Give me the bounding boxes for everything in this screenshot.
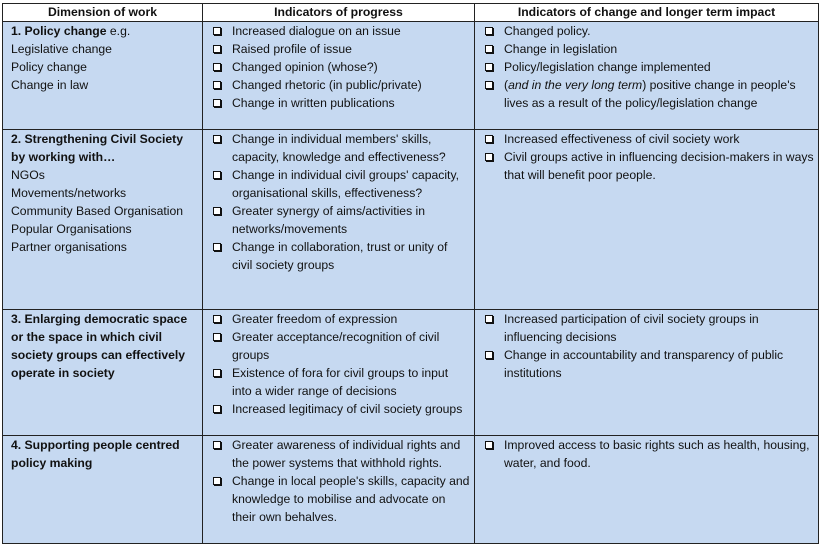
- progress-cell: [203, 22, 475, 130]
- dimension-title: 3. Enlarging democratic space or the space in which civil society groups can effectively operate in society: [11, 312, 188, 380]
- list-item-text: Policy/legislation change implemented: [504, 60, 711, 74]
- dimension-subitem: Movements/networks: [11, 186, 127, 200]
- list-item-text: Increased participation of civil society groups in influencing decisions: [504, 312, 759, 344]
- list-item-text: Change in individual civil groups' capacity, organisational skills, effectiveness?: [232, 168, 460, 200]
- impact-cell: [475, 436, 819, 544]
- checkbox-bullet-icon: [485, 441, 493, 449]
- list-item: [483, 436, 814, 472]
- table-row: [3, 436, 819, 544]
- checkbox-bullet-icon: [485, 315, 493, 323]
- list-item-text: Change in individual members' skills, capacity, knowledge and effectiveness?: [232, 132, 446, 164]
- dimension-title-line: [11, 22, 198, 40]
- header-progress: Indicators of progress: [203, 4, 475, 22]
- list-item: [211, 130, 470, 166]
- list-item-text: Increased effectiveness of civil society work: [504, 132, 740, 146]
- impact-list: [483, 22, 814, 112]
- dimension-subitem: Change in law: [11, 78, 89, 92]
- progress-list: [211, 436, 470, 526]
- list-item: [211, 40, 470, 58]
- progress-cell: [203, 436, 475, 544]
- impact-list: [483, 436, 814, 472]
- checkbox-bullet-icon: [213, 333, 221, 341]
- list-item: [483, 22, 814, 40]
- checkbox-bullet-icon: [213, 207, 221, 215]
- list-item-text-rest: ) positive change in people's lives as a result of the policy/legislation change: [504, 78, 796, 110]
- list-item-text: Changed policy.: [504, 24, 591, 38]
- checkbox-bullet-icon: [213, 45, 221, 53]
- checkbox-bullet-icon: [485, 153, 493, 161]
- dimension-subitem: Popular Organisations: [11, 222, 132, 236]
- header-row: [3, 4, 819, 22]
- impact-list: [483, 310, 814, 382]
- list-item: [211, 58, 470, 76]
- list-item: [211, 472, 470, 526]
- dimension-cell: [3, 310, 203, 436]
- list-item: [483, 310, 814, 346]
- impact-cell: [475, 310, 819, 436]
- list-item-text-open: (: [504, 78, 509, 92]
- list-item-text: Change in local people's skills, capacity and knowledge to mobilise and advocate on their own behalves.: [232, 474, 470, 524]
- list-item: [483, 346, 814, 382]
- checkbox-bullet-icon: [213, 81, 221, 89]
- dimension-cell: [3, 130, 203, 310]
- checkbox-bullet-icon: [485, 45, 493, 53]
- checkbox-bullet-icon: [485, 135, 493, 143]
- table-row: [3, 22, 819, 130]
- dimension-subitem: Community Based Organisation: [11, 204, 184, 218]
- checkbox-bullet-icon: [485, 63, 493, 71]
- header-impact: Indicators of change and longer term impact: [475, 4, 819, 22]
- dimension-subitem: Legislative change: [11, 42, 112, 56]
- list-item-text: Change in accountability and transparency of public institutions: [504, 348, 784, 380]
- checkbox-bullet-icon: [213, 27, 221, 35]
- checkbox-bullet-icon: [213, 135, 221, 143]
- list-item: [211, 238, 470, 274]
- impact-cell: [475, 22, 819, 130]
- list-item: [483, 76, 814, 112]
- checkbox-bullet-icon: [213, 441, 221, 449]
- list-item-text: Improved access to basic rights such as health, housing, water, and food.: [504, 438, 810, 470]
- list-item-text: Change in collaboration, trust or unity of civil society groups: [232, 240, 448, 272]
- checkbox-bullet-icon: [213, 63, 221, 71]
- list-item: [211, 202, 470, 238]
- checkbox-bullet-icon: [213, 405, 221, 413]
- checkbox-bullet-icon: [485, 351, 493, 359]
- list-item-text: Raised profile of issue: [232, 42, 352, 56]
- list-item: [211, 94, 470, 112]
- list-item: [483, 148, 814, 184]
- impact-cell: [475, 130, 819, 310]
- checkbox-bullet-icon: [485, 27, 493, 35]
- list-item-text: Changed opinion (whose?): [232, 60, 378, 74]
- indicators-table: [2, 3, 819, 544]
- list-item: [483, 130, 814, 148]
- dimension-subitem: Partner organisations: [11, 240, 127, 254]
- dimension-cell: [3, 436, 203, 544]
- checkbox-bullet-icon: [213, 171, 221, 179]
- dimension-subitem: NGOs: [11, 168, 45, 182]
- list-item: [211, 436, 470, 472]
- list-item-text: Increased legitimacy of civil society groups: [232, 402, 463, 416]
- list-item-text: Greater freedom of expression: [232, 312, 398, 326]
- dimension-title: 1. Policy change: [11, 24, 107, 38]
- table-row: [3, 310, 819, 436]
- list-item-text-italic: and in the very long term: [508, 78, 643, 92]
- progress-list: [211, 130, 470, 274]
- list-item-text: Change in written publications: [232, 96, 395, 110]
- table-row: [3, 130, 819, 310]
- list-item: [211, 22, 470, 40]
- list-item-text: Greater synergy of aims/activities in networks/movements: [232, 204, 426, 236]
- list-item-text: Greater acceptance/recognition of civil groups: [232, 330, 440, 362]
- list-item: [211, 328, 470, 364]
- checkbox-bullet-icon: [213, 477, 221, 485]
- checkbox-bullet-icon: [213, 315, 221, 323]
- impact-list: [483, 130, 814, 184]
- progress-list: [211, 310, 470, 418]
- list-item-text: Increased dialogue on an issue: [232, 24, 401, 38]
- progress-cell: [203, 310, 475, 436]
- list-item-text: Greater awareness of individual rights and the power systems that withhold rights.: [232, 438, 461, 470]
- list-item: [211, 400, 470, 418]
- list-item-text: Changed rhetoric (in public/private): [232, 78, 422, 92]
- list-item-text: Existence of fora for civil groups to input into a wider range of decisions: [232, 366, 449, 398]
- dimension-cell: [3, 22, 203, 130]
- checkbox-bullet-icon: [485, 81, 493, 89]
- dimension-subitem: Policy change: [11, 60, 87, 74]
- list-item: [211, 166, 470, 202]
- list-item: [211, 364, 470, 400]
- checkbox-bullet-icon: [213, 243, 221, 251]
- list-item: [211, 76, 470, 94]
- checkbox-bullet-icon: [213, 99, 221, 107]
- checkbox-bullet-icon: [213, 369, 221, 377]
- progress-cell: [203, 130, 475, 310]
- dimension-title-suffix: e.g.: [106, 24, 131, 38]
- list-item-text: Civil groups active in influencing decision-makers in ways that will benefit poor people.: [504, 150, 814, 182]
- header-dimension: Dimension of work: [3, 4, 203, 22]
- dimension-title: 2. Strengthening Civil Society by working with…: [11, 132, 184, 164]
- list-item: [211, 310, 470, 328]
- dimension-title: 4. Supporting people centred policy making: [11, 438, 180, 470]
- progress-list: [211, 22, 470, 112]
- list-item: [483, 58, 814, 76]
- list-item-text: Change in legislation: [504, 42, 618, 56]
- list-item: [483, 40, 814, 58]
